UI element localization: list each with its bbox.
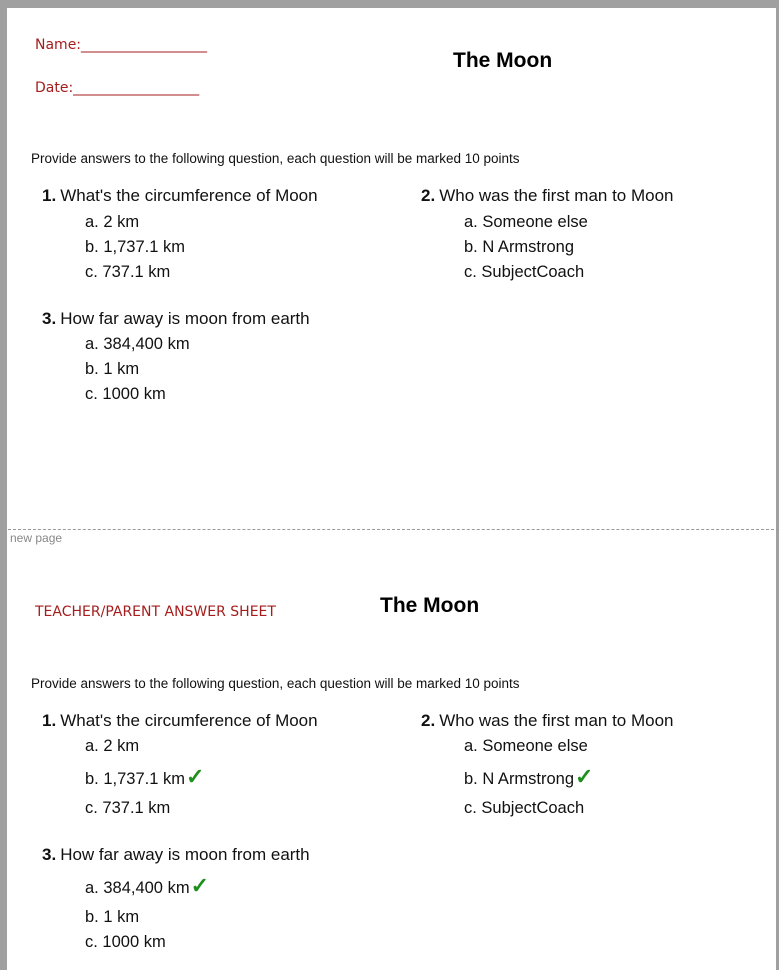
question-number: 2.	[421, 186, 436, 205]
checkmark-icon: ✓	[185, 764, 205, 789]
option: b. 1,737.1 km	[85, 238, 185, 256]
question-number: 1.	[42, 711, 57, 730]
instructions: Provide answers to the following question, each question will be marked 10 points	[31, 151, 520, 166]
question-text: How far away is moon from earth	[60, 309, 310, 328]
question-number: 2.	[421, 711, 436, 730]
question-number: 3.	[42, 845, 57, 864]
name-field-label: Name:__________________	[35, 37, 208, 53]
window-frame-left	[0, 0, 7, 970]
page-break-label: new page	[10, 531, 63, 545]
option: b. 1 km	[85, 908, 140, 926]
question-1	[42, 187, 318, 204]
option: a. 2 km	[85, 737, 140, 755]
instructions: Provide answers to the following question, each question will be marked 10 points	[31, 676, 520, 691]
option: c. SubjectCoach	[464, 263, 585, 281]
option-text: b. 1,737.1 km	[85, 770, 185, 788]
option: a. 2 km	[85, 213, 140, 231]
question-text: Who was the first man to Moon	[439, 711, 674, 730]
option: a. Someone else	[464, 737, 588, 755]
question-2	[421, 187, 674, 204]
question-number: 1.	[42, 186, 57, 205]
date-field-label: Date:__________________	[35, 80, 200, 96]
option-correct	[85, 766, 204, 788]
option: b. N Armstrong	[464, 238, 575, 256]
option: c. 737.1 km	[85, 263, 171, 281]
option: c. 1000 km	[85, 933, 166, 951]
option: a. Someone else	[464, 213, 588, 231]
option: c. 1000 km	[85, 385, 166, 403]
option: a. 384,400 km	[85, 335, 190, 353]
question-3	[42, 846, 310, 863]
option: c. SubjectCoach	[464, 799, 585, 817]
question-text: What's the circumference of Moon	[60, 711, 318, 730]
checkmark-icon: ✓	[190, 873, 210, 898]
option: c. 737.1 km	[85, 799, 171, 817]
question-1	[42, 712, 318, 729]
question-text: What's the circumference of Moon	[60, 186, 318, 205]
question-text: Who was the first man to Moon	[439, 186, 674, 205]
question-text: How far away is moon from earth	[60, 845, 310, 864]
page-break-divider	[8, 529, 779, 530]
option: b. 1 km	[85, 360, 140, 378]
option-text: a. 384,400 km	[85, 879, 190, 897]
page-title: The Moon	[453, 49, 553, 72]
page-title: The Moon	[380, 594, 480, 617]
option-correct	[464, 766, 593, 788]
question-2	[421, 712, 674, 729]
window-frame-top	[0, 0, 779, 8]
option-text: b. N Armstrong	[464, 770, 575, 788]
question-number: 3.	[42, 309, 57, 328]
option-correct	[85, 875, 209, 897]
answer-sheet-header: TEACHER/PARENT ANSWER SHEET	[35, 604, 276, 620]
question-3	[42, 310, 310, 327]
checkmark-icon: ✓	[575, 764, 594, 789]
